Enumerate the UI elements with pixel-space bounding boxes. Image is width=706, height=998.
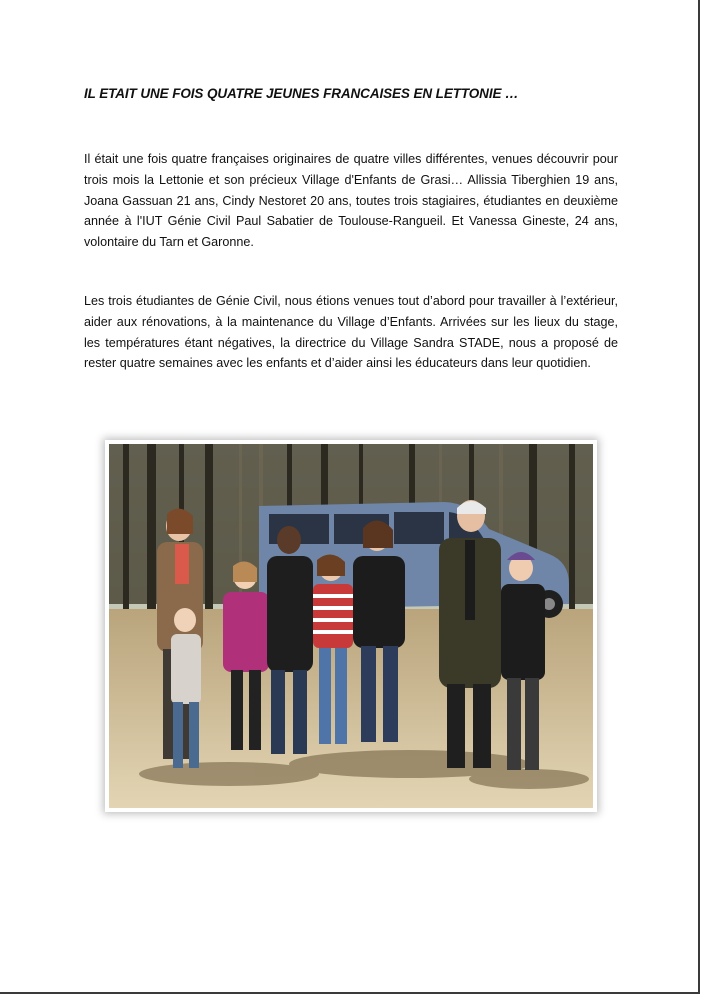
group-photo bbox=[105, 440, 597, 812]
article-title: IL ETAIT UNE FOIS QUATRE JEUNES FRANCAISES EN LETTONIE … bbox=[84, 86, 519, 101]
intro-paragraph: Il était une fois quatre françaises originaires de quatre villes différentes, venues découvrir pour trois mois la Lettonie et son précieux Village d'Enfants de Grasi… Allissia Tiberghien 19 ans, Joana Gassuan 21 ans, Cindy Nestoret 20 ans, toutes trois stagiaires, étudiantes en deuxième année à l'IUT Génie Civil Paul Sabatier de Toulouse-Rangueil. Et Vanessa Gineste, 24 ans, volontaire du Tarn et Garonne. bbox=[84, 152, 618, 250]
group-photo-illustration bbox=[109, 444, 593, 808]
body-paragraph: Les trois étudiantes de Génie Civil, nous étions venues tout d’abord pour travailler à l’extérieur, aider aux rénovations, à la maintenance du Village d’Enfants. Arrivées sur les lieux du stage, les températures étant négatives, la directrice du Village Sandra STADE, nous a proposé de rester quatre semaines avec les enfants et d’aider ainsi les éducateurs dans leur quotidien. bbox=[84, 294, 618, 371]
